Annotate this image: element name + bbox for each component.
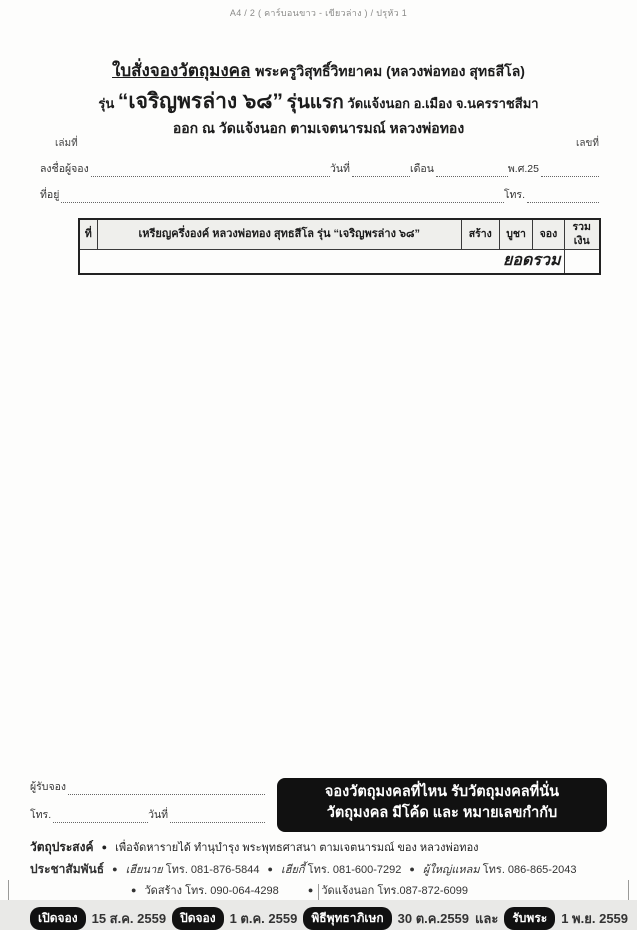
year-blank xyxy=(541,166,599,177)
schedule-line xyxy=(30,907,629,930)
open-badge: เปิดจอง xyxy=(30,907,86,930)
purpose-text: เพื่อจัดหารายได้ ทำนุบำรุง พระพุทธศาสนา ตามเจตนารมณ์ ของ หลวงพ่อทอง xyxy=(115,842,479,854)
order-table xyxy=(78,218,601,275)
receiver-section xyxy=(30,778,607,832)
phone-blank xyxy=(527,192,599,203)
col-reserve: จอง xyxy=(533,219,564,250)
receiver-date-blank xyxy=(170,812,265,823)
bullet-icon: ● xyxy=(112,864,118,874)
book-no-label: เล่มที่ xyxy=(55,138,78,149)
month-label: เดือน xyxy=(409,163,434,175)
pr-label: ประชาสัมพันธ์ xyxy=(30,862,105,876)
contact-phone: โทร. 090-064-4298 xyxy=(185,885,279,897)
notice-line-1: จองวัตถุมงคลที่ไหน รับวัตถุมงคลที่นั่น xyxy=(324,784,560,800)
signer-label: ลงชื่อผู้จอง xyxy=(40,163,89,175)
form-footer xyxy=(30,778,629,930)
receive-date: 1 พ.ย. 2559 xyxy=(561,911,629,926)
open-date: 15 ส.ค. 2559 xyxy=(91,911,167,926)
registration-mark xyxy=(628,880,629,900)
bullet-icon: ● xyxy=(101,842,108,852)
address-label: ที่อยู่ xyxy=(40,189,60,201)
bullet-icon: ● xyxy=(409,864,415,874)
grand-total-label: ยอดรวม xyxy=(79,250,564,274)
series-name: “เจริญพรล่าง ๖๘” xyxy=(117,89,283,113)
contact-name: เฮียนาย xyxy=(125,864,163,876)
close-date: 1 ต.ค. 2559 xyxy=(229,911,298,926)
registration-mark xyxy=(8,880,9,900)
form-header xyxy=(0,58,637,139)
contact-name: ผู้ใหญ่แหลม xyxy=(422,864,480,876)
registration-mark xyxy=(318,884,319,900)
orderer-fields xyxy=(40,160,599,212)
contact-name: วัดแจ้งนอก xyxy=(321,885,375,897)
ceremony-date: 30 ต.ค.2559 xyxy=(397,911,470,926)
form-title: ใบสั่งจองวัตถุมงคล xyxy=(112,61,251,80)
address-blank xyxy=(61,192,503,203)
notice-box xyxy=(277,778,607,832)
order-table-head xyxy=(79,219,600,250)
close-badge: ปิดจอง xyxy=(172,907,224,930)
order-table-foot xyxy=(79,250,600,274)
col-description: เหรียญครึ่งองค์ หลวงพ่อทอง สุทธสีโล รุ่น “เจริญพรล่าง ๖๘” xyxy=(97,219,461,250)
notice-line-2: วัตถุมงคล มีโค้ด และ หมายเลขกำกับ xyxy=(326,805,558,822)
ceremony-badge: พิธีพุทธาภิเษก xyxy=(303,907,391,930)
series-line xyxy=(0,86,637,118)
monk-title: พระครูวิสุทธิ์วิทยาคม (หลวงพ่อทอง สุทธสีโล) xyxy=(255,63,525,79)
col-built: สร้าง xyxy=(461,219,499,250)
receiver-label: ผู้รับจอง xyxy=(30,781,67,793)
grand-total-value xyxy=(564,250,600,274)
address-line xyxy=(40,186,599,203)
col-price: บูชา xyxy=(499,219,533,250)
receiver-line xyxy=(30,778,265,795)
contact-phone: โทร. 081-876-5844 xyxy=(165,864,260,876)
print-spec-note: A4 / 2 ( คาร์บอนขาว - เขียวล่าง ) / ปรุหัว 1 xyxy=(229,8,408,18)
signer-blank xyxy=(91,166,330,177)
series-prefix: รุ่น xyxy=(98,95,115,111)
bullet-icon: ● xyxy=(307,885,314,895)
bullet-icon: ● xyxy=(131,885,137,895)
receiver-phone-line xyxy=(30,806,265,823)
contact-name: เฮียกี้ xyxy=(281,864,305,876)
receiver-fields xyxy=(30,778,277,832)
signer-line xyxy=(40,160,599,177)
year-label: พ.ศ.25 xyxy=(507,163,539,175)
receiver-phone-blank xyxy=(53,812,148,823)
col-total: รวมเงิน xyxy=(564,219,600,250)
receiver-blank xyxy=(68,784,265,795)
purpose-label: วัตถุประสงค์ xyxy=(30,840,94,854)
col-no: ที่ xyxy=(79,219,97,250)
series-first: รุ่นแรก xyxy=(286,91,344,113)
contact-phone: โทร. 086-865-2043 xyxy=(482,864,577,876)
purpose-line xyxy=(30,838,607,857)
grand-total-row xyxy=(79,250,600,274)
date-blank xyxy=(352,166,410,177)
pr-line-1 xyxy=(30,860,607,879)
and-word: และ xyxy=(475,911,499,926)
bullet-icon: ● xyxy=(267,864,273,874)
contact-name: วัดสร้าง xyxy=(144,885,182,897)
month-blank xyxy=(436,166,508,177)
series-detail: วัดแจ้งนอก อ.เมือง จ.นครราชสีมา xyxy=(347,95,539,111)
contact-phone: โทร.087-872-6099 xyxy=(377,885,469,897)
book-serial-row xyxy=(0,136,637,151)
phone-label: โทร. xyxy=(503,189,525,201)
serial-no-label: เลขที่ xyxy=(576,138,599,149)
receiver-phone-label: โทร. xyxy=(30,809,52,821)
date-label: วันที่ xyxy=(329,163,350,175)
receive-badge: รับพระ xyxy=(504,907,555,930)
issue-line: ออก ณ วัดแจ้งนอก ตามเจตนารมณ์ หลวงพ่อทอง xyxy=(172,120,465,136)
receiver-date-label: วันที่ xyxy=(148,809,169,821)
form-title-line xyxy=(0,58,637,84)
header-row xyxy=(79,219,600,250)
contact-phone: โทร. 081-600-7292 xyxy=(307,864,402,876)
